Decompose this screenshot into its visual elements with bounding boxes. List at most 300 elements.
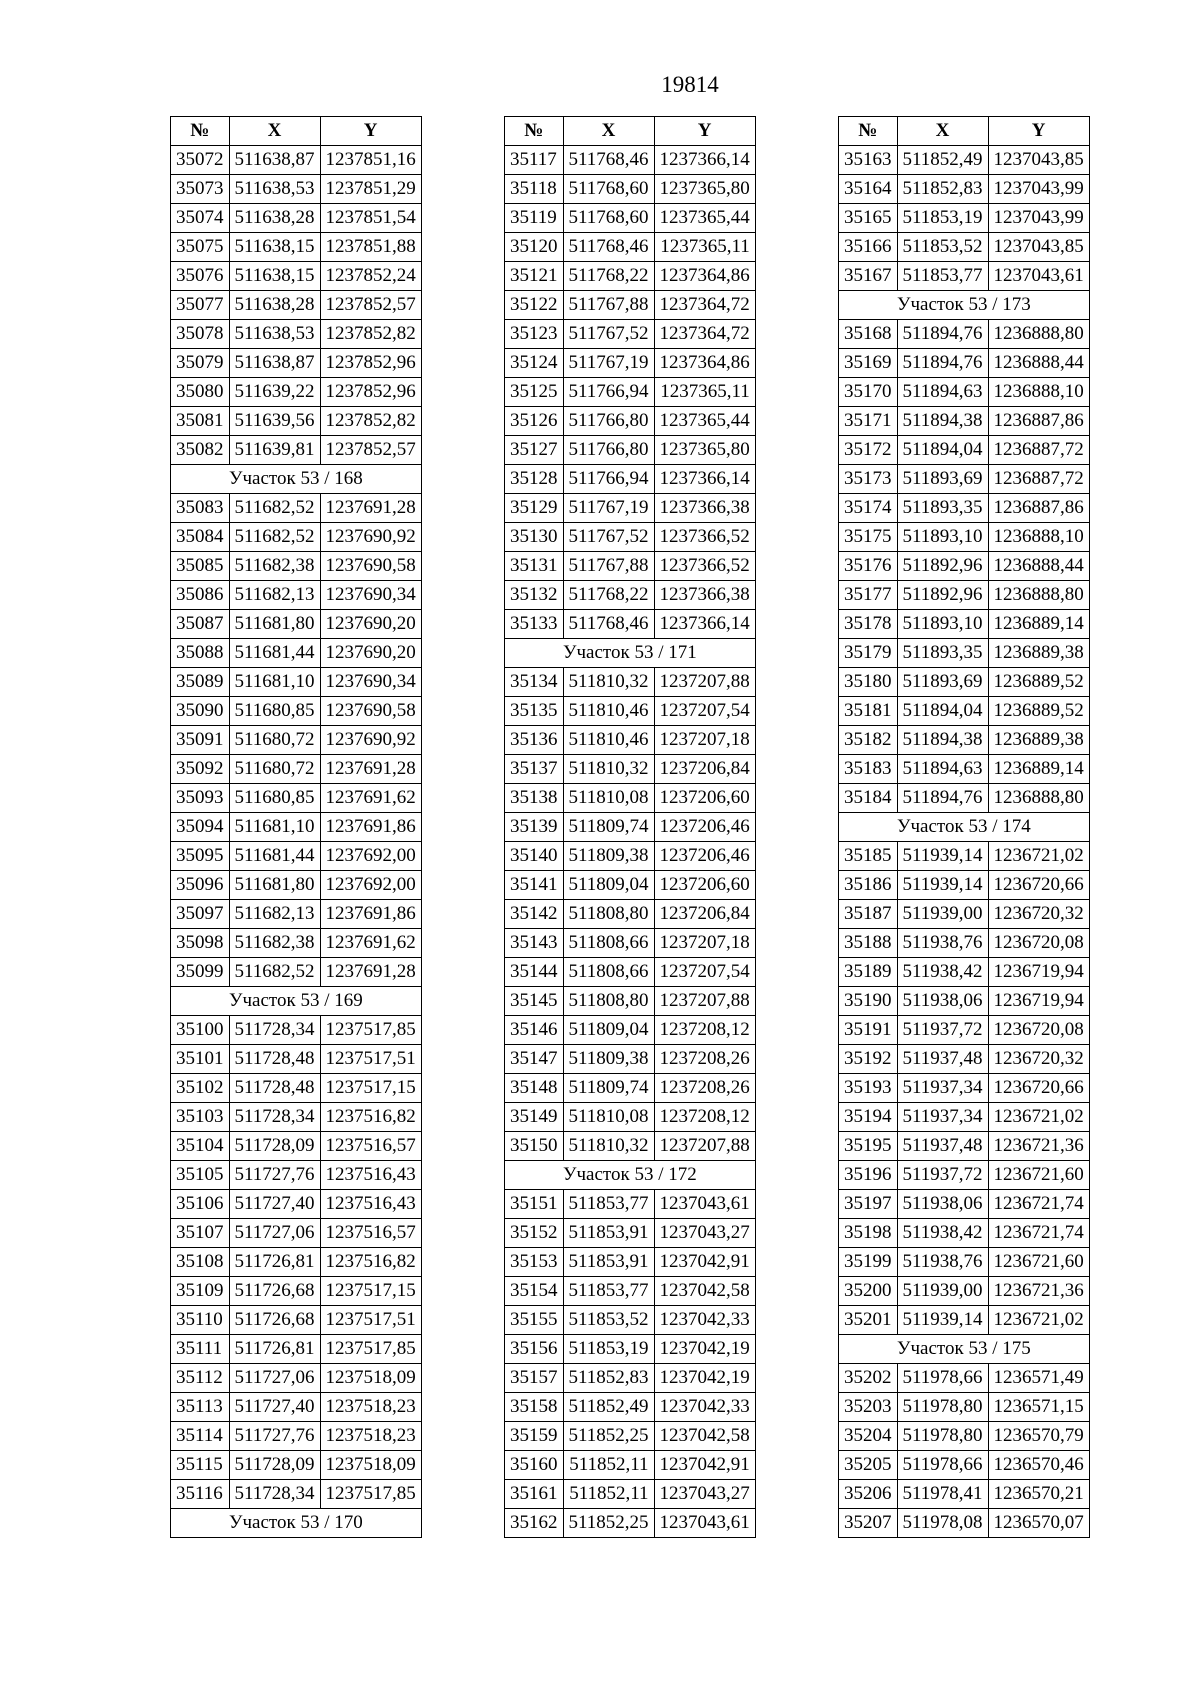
coord-y: 1237207,88 [654, 987, 755, 1016]
coord-x: 511681,80 [229, 610, 320, 639]
coord-x: 511768,60 [563, 204, 654, 233]
coord-x: 511726,81 [229, 1248, 320, 1277]
coord-x: 511638,28 [229, 204, 320, 233]
point-number: 35111 [171, 1335, 230, 1364]
coord-y: 1236719,94 [988, 987, 1089, 1016]
point-number: 35167 [839, 262, 898, 291]
table-row [505, 1306, 756, 1335]
table-row [505, 871, 756, 900]
point-number: 35201 [839, 1306, 898, 1335]
table-row [505, 1248, 756, 1277]
coord-y: 1237690,58 [320, 552, 421, 581]
table-row [505, 146, 756, 175]
coord-y: 1237206,60 [654, 871, 755, 900]
point-number: 35134 [505, 668, 564, 697]
section-row [171, 1509, 422, 1538]
coord-y: 1236720,08 [988, 1016, 1089, 1045]
coord-x: 511810,32 [563, 755, 654, 784]
coord-y: 1237207,18 [654, 726, 755, 755]
coord-y: 1236888,80 [988, 784, 1089, 813]
point-number: 35116 [171, 1480, 230, 1509]
coord-x: 511808,80 [563, 987, 654, 1016]
coord-y: 1236720,32 [988, 1045, 1089, 1074]
coord-x: 511853,91 [563, 1248, 654, 1277]
coordinate-table-3 [838, 116, 1090, 1538]
coord-y: 1237364,86 [654, 349, 755, 378]
point-number: 35150 [505, 1132, 564, 1161]
coord-x: 511680,72 [229, 726, 320, 755]
point-number: 35126 [505, 407, 564, 436]
point-number: 35075 [171, 233, 230, 262]
point-number: 35086 [171, 581, 230, 610]
table-row [505, 1103, 756, 1132]
coord-x: 511810,46 [563, 726, 654, 755]
coord-y: 1237364,86 [654, 262, 755, 291]
point-number: 35169 [839, 349, 898, 378]
table-row [171, 697, 422, 726]
table-row [171, 610, 422, 639]
point-number: 35104 [171, 1132, 230, 1161]
coord-y: 1237852,24 [320, 262, 421, 291]
coord-y: 1236888,80 [988, 581, 1089, 610]
table-row [839, 436, 1090, 465]
coord-y: 1237207,88 [654, 668, 755, 697]
coord-y: 1236721,74 [988, 1219, 1089, 1248]
table-row [171, 494, 422, 523]
header-number: № [839, 117, 898, 146]
coord-x: 511728,48 [229, 1045, 320, 1074]
point-number: 35123 [505, 320, 564, 349]
coord-x: 511682,38 [229, 929, 320, 958]
header-y: Y [988, 117, 1089, 146]
table-row [839, 1393, 1090, 1422]
coord-x: 511809,04 [563, 871, 654, 900]
table-row [505, 1277, 756, 1306]
point-number: 35199 [839, 1248, 898, 1277]
coord-y: 1237042,33 [654, 1306, 755, 1335]
table-row [839, 1451, 1090, 1480]
point-number: 35095 [171, 842, 230, 871]
coord-y: 1237365,80 [654, 436, 755, 465]
coord-y: 1237516,43 [320, 1161, 421, 1190]
coord-x: 511938,06 [897, 1190, 988, 1219]
coord-x: 511938,42 [897, 958, 988, 987]
table-row [171, 1364, 422, 1393]
coord-y: 1236889,38 [988, 639, 1089, 668]
table-row [171, 1422, 422, 1451]
coord-y: 1236888,80 [988, 320, 1089, 349]
coord-x: 511894,63 [897, 378, 988, 407]
coord-x: 511894,63 [897, 755, 988, 784]
coord-x: 511682,13 [229, 581, 320, 610]
table-row [505, 987, 756, 1016]
coord-x: 511682,52 [229, 494, 320, 523]
coord-y: 1237852,82 [320, 407, 421, 436]
point-number: 35194 [839, 1103, 898, 1132]
coord-x: 511766,80 [563, 436, 654, 465]
table-row [839, 465, 1090, 494]
coord-y: 1236571,49 [988, 1364, 1089, 1393]
point-number: 35205 [839, 1451, 898, 1480]
table-row [839, 755, 1090, 784]
coord-x: 511638,15 [229, 233, 320, 262]
table-row [171, 900, 422, 929]
table-row [171, 1103, 422, 1132]
table-row [839, 871, 1090, 900]
coord-x: 511852,11 [563, 1451, 654, 1480]
coord-x: 511682,52 [229, 523, 320, 552]
point-number: 35073 [171, 175, 230, 204]
point-number: 35173 [839, 465, 898, 494]
coord-x: 511638,87 [229, 349, 320, 378]
table-row [839, 1422, 1090, 1451]
table-row [505, 1045, 756, 1074]
point-number: 35153 [505, 1248, 564, 1277]
coord-y: 1236889,14 [988, 755, 1089, 784]
coord-y: 1237852,96 [320, 349, 421, 378]
point-number: 35161 [505, 1480, 564, 1509]
coord-x: 511853,19 [897, 204, 988, 233]
point-number: 35137 [505, 755, 564, 784]
table-row [839, 523, 1090, 552]
coord-x: 511894,76 [897, 320, 988, 349]
point-number: 35105 [171, 1161, 230, 1190]
coord-y: 1237042,58 [654, 1422, 755, 1451]
coord-y: 1237043,61 [654, 1190, 755, 1219]
point-number: 35187 [839, 900, 898, 929]
coord-y: 1236719,94 [988, 958, 1089, 987]
table-row [505, 668, 756, 697]
coord-x: 511852,49 [563, 1393, 654, 1422]
coord-x: 511681,44 [229, 842, 320, 871]
table-row [171, 204, 422, 233]
coord-x: 511767,88 [563, 291, 654, 320]
coord-y: 1237516,82 [320, 1248, 421, 1277]
table-row [839, 494, 1090, 523]
coord-y: 1237690,20 [320, 610, 421, 639]
section-title: Участок 53 / 173 [839, 291, 1090, 320]
point-number: 35102 [171, 1074, 230, 1103]
coord-x: 511682,38 [229, 552, 320, 581]
coord-y: 1236721,02 [988, 1306, 1089, 1335]
coord-y: 1237518,09 [320, 1451, 421, 1480]
coord-x: 511978,66 [897, 1451, 988, 1480]
section-title: Участок 53 / 172 [505, 1161, 756, 1190]
point-number: 35146 [505, 1016, 564, 1045]
point-number: 35154 [505, 1277, 564, 1306]
section-row [505, 1161, 756, 1190]
point-number: 35178 [839, 610, 898, 639]
coord-x: 511853,77 [563, 1277, 654, 1306]
coord-y: 1236721,02 [988, 842, 1089, 871]
coord-x: 511853,77 [897, 262, 988, 291]
coordinate-table-2 [504, 116, 756, 1538]
point-number: 35091 [171, 726, 230, 755]
point-number: 35115 [171, 1451, 230, 1480]
point-number: 35099 [171, 958, 230, 987]
coord-x: 511808,66 [563, 929, 654, 958]
coord-x: 511809,38 [563, 1045, 654, 1074]
point-number: 35089 [171, 668, 230, 697]
point-number: 35197 [839, 1190, 898, 1219]
coord-y: 1236888,44 [988, 552, 1089, 581]
coord-x: 511808,80 [563, 900, 654, 929]
coord-y: 1237042,19 [654, 1364, 755, 1393]
table-row [171, 1219, 422, 1248]
point-number: 35190 [839, 987, 898, 1016]
table-row [839, 697, 1090, 726]
coord-y: 1237691,86 [320, 813, 421, 842]
point-number: 35141 [505, 871, 564, 900]
point-number: 35182 [839, 726, 898, 755]
table-row [505, 697, 756, 726]
coord-x: 511768,46 [563, 610, 654, 639]
point-number: 35136 [505, 726, 564, 755]
coord-y: 1236720,66 [988, 871, 1089, 900]
table-row [171, 349, 422, 378]
coord-y: 1237207,54 [654, 697, 755, 726]
coord-x: 511638,15 [229, 262, 320, 291]
coord-x: 511894,76 [897, 784, 988, 813]
point-number: 35107 [171, 1219, 230, 1248]
point-number: 35109 [171, 1277, 230, 1306]
point-number: 35135 [505, 697, 564, 726]
point-number: 35151 [505, 1190, 564, 1219]
table-row [839, 378, 1090, 407]
coord-y: 1237691,28 [320, 755, 421, 784]
coord-y: 1236570,07 [988, 1509, 1089, 1538]
point-number: 35174 [839, 494, 898, 523]
coord-x: 511728,48 [229, 1074, 320, 1103]
coord-x: 511894,38 [897, 407, 988, 436]
coord-x: 511726,68 [229, 1277, 320, 1306]
coord-x: 511939,14 [897, 871, 988, 900]
coord-x: 511728,09 [229, 1451, 320, 1480]
coord-x: 511767,52 [563, 523, 654, 552]
point-number: 35085 [171, 552, 230, 581]
table-row [171, 929, 422, 958]
coord-x: 511937,72 [897, 1016, 988, 1045]
coord-x: 511727,40 [229, 1190, 320, 1219]
coord-x: 511680,72 [229, 755, 320, 784]
coord-y: 1237518,23 [320, 1422, 421, 1451]
table-row [505, 320, 756, 349]
header-x: X [563, 117, 654, 146]
table-row [171, 552, 422, 581]
coord-x: 511853,52 [563, 1306, 654, 1335]
coord-x: 511726,81 [229, 1335, 320, 1364]
coord-x: 511767,88 [563, 552, 654, 581]
coord-y: 1236721,36 [988, 1277, 1089, 1306]
table-row [839, 204, 1090, 233]
coord-y: 1237208,12 [654, 1103, 755, 1132]
table-row [505, 494, 756, 523]
table-row [171, 262, 422, 291]
point-number: 35165 [839, 204, 898, 233]
point-number: 35108 [171, 1248, 230, 1277]
coord-x: 511892,96 [897, 581, 988, 610]
point-number: 35186 [839, 871, 898, 900]
point-number: 35103 [171, 1103, 230, 1132]
table-row [171, 1335, 422, 1364]
point-number: 35106 [171, 1190, 230, 1219]
header-x: X [229, 117, 320, 146]
table-row [505, 407, 756, 436]
coord-y: 1237366,38 [654, 581, 755, 610]
coord-x: 511727,40 [229, 1393, 320, 1422]
coord-y: 1236570,79 [988, 1422, 1089, 1451]
coord-x: 511852,83 [897, 175, 988, 204]
section-title: Участок 53 / 171 [505, 639, 756, 668]
table-row [839, 1509, 1090, 1538]
point-number: 35180 [839, 668, 898, 697]
table-row [839, 1103, 1090, 1132]
table-row [171, 958, 422, 987]
coord-x: 511728,34 [229, 1103, 320, 1132]
point-number: 35114 [171, 1422, 230, 1451]
table-row [839, 784, 1090, 813]
point-number: 35198 [839, 1219, 898, 1248]
table-row [505, 726, 756, 755]
table-row [839, 146, 1090, 175]
coord-y: 1236889,14 [988, 610, 1089, 639]
table-row [505, 1219, 756, 1248]
table-row [171, 1480, 422, 1509]
coord-y: 1237518,09 [320, 1364, 421, 1393]
coord-y: 1237852,57 [320, 291, 421, 320]
coord-y: 1236889,52 [988, 697, 1089, 726]
coord-y: 1237206,46 [654, 842, 755, 871]
coord-y: 1237517,85 [320, 1480, 421, 1509]
table-header-row [839, 117, 1090, 146]
table-row [839, 1132, 1090, 1161]
coord-x: 511937,48 [897, 1045, 988, 1074]
point-number: 35157 [505, 1364, 564, 1393]
coord-y: 1237852,57 [320, 436, 421, 465]
table-row [171, 755, 422, 784]
table-row [839, 1016, 1090, 1045]
table-row [839, 1219, 1090, 1248]
point-number: 35125 [505, 378, 564, 407]
point-number: 35094 [171, 813, 230, 842]
coordinate-table-1 [170, 116, 422, 1538]
table-row [839, 639, 1090, 668]
table-row [171, 523, 422, 552]
point-number: 35170 [839, 378, 898, 407]
coord-x: 511978,66 [897, 1364, 988, 1393]
table-row [505, 1335, 756, 1364]
coord-x: 511853,52 [897, 233, 988, 262]
coord-y: 1236570,46 [988, 1451, 1089, 1480]
coord-y: 1237365,11 [654, 378, 755, 407]
point-number: 35078 [171, 320, 230, 349]
coord-y: 1237366,14 [654, 465, 755, 494]
table-row [171, 581, 422, 610]
coord-y: 1237692,00 [320, 871, 421, 900]
coord-y: 1237516,43 [320, 1190, 421, 1219]
point-number: 35166 [839, 233, 898, 262]
coord-x: 511810,32 [563, 1132, 654, 1161]
coord-x: 511939,14 [897, 1306, 988, 1335]
coord-x: 511768,22 [563, 581, 654, 610]
point-number: 35120 [505, 233, 564, 262]
table-row [171, 813, 422, 842]
table-row [505, 1016, 756, 1045]
table-row [171, 1016, 422, 1045]
coord-x: 511937,48 [897, 1132, 988, 1161]
coord-y: 1237042,33 [654, 1393, 755, 1422]
table-row [171, 726, 422, 755]
coord-x: 511938,76 [897, 929, 988, 958]
table-row [505, 755, 756, 784]
table-row [839, 262, 1090, 291]
table-row [505, 1393, 756, 1422]
point-number: 35081 [171, 407, 230, 436]
table-row [839, 987, 1090, 1016]
table-row [171, 1074, 422, 1103]
coord-x: 511978,80 [897, 1393, 988, 1422]
coord-x: 511638,28 [229, 291, 320, 320]
section-row [505, 639, 756, 668]
table-row [839, 1161, 1090, 1190]
coord-y: 1237691,86 [320, 900, 421, 929]
table-row [505, 523, 756, 552]
coord-y: 1237691,62 [320, 784, 421, 813]
coord-y: 1237365,11 [654, 233, 755, 262]
point-number: 35121 [505, 262, 564, 291]
coord-x: 511809,04 [563, 1016, 654, 1045]
coord-x: 511768,60 [563, 175, 654, 204]
table-row [505, 1480, 756, 1509]
table-row [505, 1509, 756, 1538]
coord-y: 1237852,82 [320, 320, 421, 349]
coord-y: 1237043,27 [654, 1480, 755, 1509]
page-number: 19814 [661, 72, 719, 97]
point-number: 35152 [505, 1219, 564, 1248]
coord-y: 1237518,23 [320, 1393, 421, 1422]
point-number: 35093 [171, 784, 230, 813]
coord-x: 511680,85 [229, 784, 320, 813]
table-row [839, 1190, 1090, 1219]
point-number: 35079 [171, 349, 230, 378]
coord-x: 511893,10 [897, 610, 988, 639]
coord-x: 511893,35 [897, 639, 988, 668]
coord-x: 511894,38 [897, 726, 988, 755]
table-row [505, 204, 756, 233]
coord-y: 1237366,52 [654, 523, 755, 552]
coord-y: 1236721,02 [988, 1103, 1089, 1132]
point-number: 35172 [839, 436, 898, 465]
coord-x: 511853,77 [563, 1190, 654, 1219]
table-row [839, 958, 1090, 987]
point-number: 35145 [505, 987, 564, 1016]
table-header-row [505, 117, 756, 146]
coord-y: 1237517,51 [320, 1306, 421, 1335]
coord-y: 1237043,61 [654, 1509, 755, 1538]
coord-x: 511810,32 [563, 668, 654, 697]
header-y: Y [654, 117, 755, 146]
coord-x: 511810,08 [563, 1103, 654, 1132]
table-row [505, 1364, 756, 1393]
point-number: 35203 [839, 1393, 898, 1422]
table-row [839, 349, 1090, 378]
point-number: 35177 [839, 581, 898, 610]
coord-x: 511939,00 [897, 1277, 988, 1306]
table-row [505, 378, 756, 407]
coord-y: 1236721,74 [988, 1190, 1089, 1219]
point-number: 35193 [839, 1074, 898, 1103]
coord-x: 511681,44 [229, 639, 320, 668]
